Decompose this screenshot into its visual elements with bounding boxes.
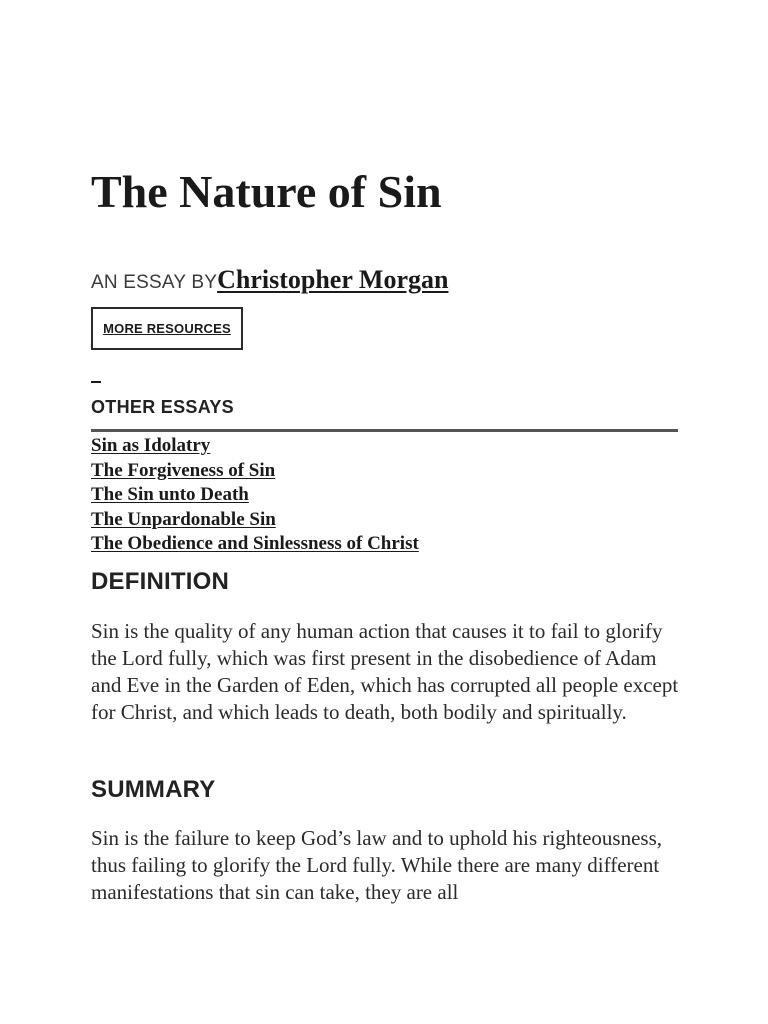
- summary-heading: SUMMARY: [91, 776, 216, 803]
- byline-prefix: AN ESSAY BY: [91, 272, 218, 293]
- other-essays-list: [91, 434, 419, 557]
- divider-mark: [91, 381, 101, 383]
- byline: [91, 262, 448, 302]
- more-resources-button[interactable]: MORE RESOURCES: [91, 307, 243, 350]
- essay-link-sin-as-idolatry[interactable]: Sin as Idolatry: [91, 435, 211, 456]
- list-item: [91, 508, 419, 533]
- list-item: [91, 434, 419, 459]
- page-title: The Nature of Sin: [91, 166, 442, 217]
- essay-link-forgiveness-of-sin[interactable]: The Forgiveness of Sin: [91, 459, 276, 481]
- essay-link-sin-unto-death[interactable]: The Sin unto Death: [91, 484, 249, 506]
- essay-link-unpardonable-sin[interactable]: The Unpardonable Sin: [91, 508, 276, 530]
- list-item: [91, 483, 419, 508]
- list-item: [91, 459, 419, 484]
- summary-text: Sin is the failure to keep God’s law and to uphold his righteousness, thus failing to glorify the Lord fully. While there are many different manifestations that sin can take, they are all: [91, 826, 663, 904]
- other-essays-divider: [91, 429, 678, 432]
- other-essays-heading: OTHER ESSAYS: [91, 397, 234, 417]
- definition-heading: DEFINITION: [91, 568, 229, 595]
- definition-text: Sin is the quality of any human action that causes it to fail to glorify the Lord fully, which was first present in the disobedience of Adam and Eve in the Garden of Eden, which has corrupted all people except for Christ, and which leads to death, both bodily and spiritually.: [91, 619, 679, 724]
- essay-link-obedience-sinlessness-christ[interactable]: The Obedience and Sinlessness of Christ: [91, 533, 419, 555]
- list-item: [91, 532, 419, 557]
- author-link[interactable]: Christopher Morgan: [217, 265, 449, 294]
